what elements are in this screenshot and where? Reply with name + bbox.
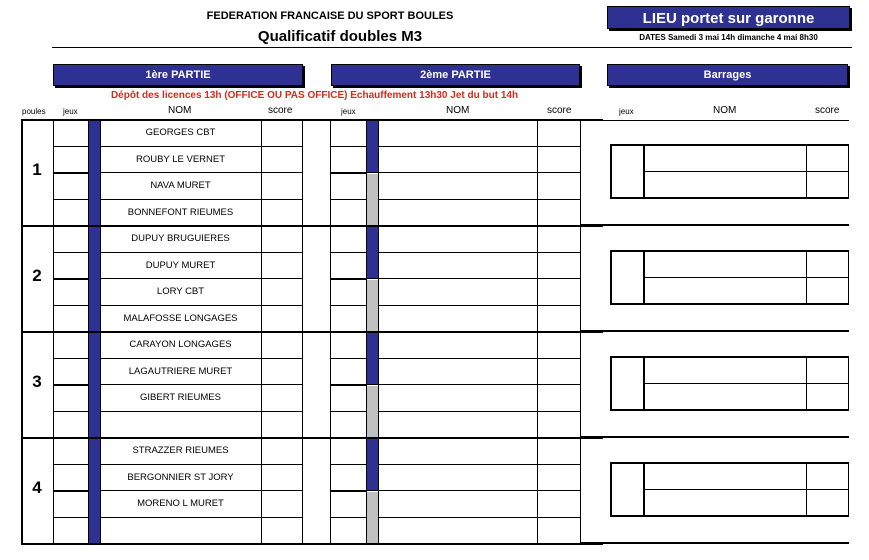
row-separator-second xyxy=(331,490,581,491)
poule-number: 1 xyxy=(32,160,42,179)
jeux-separator-second xyxy=(331,278,367,280)
jeux-separator-first xyxy=(53,490,89,492)
team-name: DUPUY MURET xyxy=(145,260,216,271)
col-jeux-barrages: jeux xyxy=(619,107,634,116)
team-name: MORENO L MURET xyxy=(137,498,224,509)
notice-text: Dépôt des licences 13h (OFFICE OU PAS OFFICE) Echauffement 13h30 Jet du but 14h xyxy=(110,90,519,101)
barrage-box-bottom xyxy=(610,303,849,305)
jeux-separator-first xyxy=(53,172,89,174)
lieu-banner: LIEU portet sur garonne xyxy=(607,6,850,29)
barrage-box-left xyxy=(610,462,612,517)
col-poules: poules xyxy=(22,107,46,116)
barrage-box-left xyxy=(610,144,612,199)
second-part-header: 2ème PARTIE xyxy=(331,64,580,86)
barrage-box-bottom xyxy=(610,197,849,199)
barrages-header: Barrages xyxy=(607,64,848,86)
team-name xyxy=(101,518,260,544)
team-name: BERGONNIER ST JORY xyxy=(127,472,234,483)
team-name: BONNEFONT RIEUMES xyxy=(127,207,234,218)
barrage-box-mid xyxy=(645,383,849,384)
team-name: GIBERT RIEUMES xyxy=(140,392,221,403)
col-nom-2: NOM xyxy=(446,105,470,116)
team-name: CARAYON LONGAGES xyxy=(129,339,232,350)
grey-strip-second xyxy=(367,386,378,437)
row-separator-second xyxy=(331,384,581,385)
blue-strip-first xyxy=(89,439,100,543)
grey-strip-second xyxy=(367,492,378,543)
team-name: NAVA MURET xyxy=(150,180,211,191)
blue-strip-second xyxy=(367,439,378,490)
barrage-box-bottom xyxy=(610,409,849,411)
dates-text: DATES Samedi 3 mai 14h dimanche 4 mai 8h30 xyxy=(639,33,818,42)
barrage-box-top xyxy=(610,462,849,464)
barrage-box-top xyxy=(610,144,849,146)
col-jeux-1: jeux xyxy=(63,107,78,116)
barrage-box-mid xyxy=(645,277,849,278)
jeux-separator-first xyxy=(53,384,89,386)
poule-number: 3 xyxy=(32,372,42,391)
row-separator-second xyxy=(331,172,581,173)
barrages-separator xyxy=(580,542,849,544)
team-name: ROUBY LE VERNET xyxy=(135,154,226,165)
poule-number: 2 xyxy=(32,266,42,285)
blue-strip-first xyxy=(89,227,100,331)
blue-strip-second xyxy=(367,121,378,172)
barrage-box-top xyxy=(610,356,849,358)
team-name xyxy=(101,412,260,438)
grid-bottom-border xyxy=(21,543,603,545)
col-nom-1: NOM xyxy=(168,105,192,116)
blue-strip-first xyxy=(89,121,100,225)
barrages-separator xyxy=(580,436,849,438)
barrages-separator xyxy=(580,330,849,332)
blue-strip-second xyxy=(367,333,378,384)
page-title: Qualificatif doubles M3 xyxy=(257,28,423,45)
barrage-box-mid xyxy=(645,171,849,172)
team-name: DUPUY BRUGUIERES xyxy=(131,233,230,244)
barrage-box-top xyxy=(610,250,849,252)
blue-strip-second xyxy=(367,227,378,278)
jeux-separator-second xyxy=(331,172,367,174)
team-name: LORY CBT xyxy=(156,286,205,297)
grey-strip-second xyxy=(367,280,378,331)
col-jeux-2: jeux xyxy=(341,107,356,116)
poule-number: 4 xyxy=(32,478,42,497)
col-score-1: score xyxy=(268,105,293,116)
team-name: MALAFOSSE LONGAGES xyxy=(123,313,238,324)
jeux-separator-second xyxy=(331,490,367,492)
barrages-top-line xyxy=(580,120,849,121)
barrages-separator xyxy=(580,224,849,226)
col-score-barrages: score xyxy=(815,105,840,116)
jeux-separator-first xyxy=(53,278,89,280)
jeux-separator-second xyxy=(331,384,367,386)
barrage-box-mid xyxy=(645,489,849,490)
row-separator-second xyxy=(331,278,581,279)
col-nom-barrages: NOM xyxy=(713,105,737,116)
header-rule xyxy=(52,47,852,48)
team-name: LAGAUTRIERE MURET xyxy=(128,366,233,377)
team-name: GEORGES CBT xyxy=(145,127,216,138)
team-name: STRAZZER RIEUMES xyxy=(132,445,229,456)
barrage-box-left xyxy=(610,250,612,305)
barrage-box-bottom xyxy=(610,515,849,517)
col-score-2: score xyxy=(547,105,572,116)
blue-strip-first xyxy=(89,333,100,437)
grey-strip-second xyxy=(367,174,378,225)
first-part-header: 1ère PARTIE xyxy=(53,64,303,86)
barrage-box-left xyxy=(610,356,612,411)
federation-name: FEDERATION FRANCAISE DU SPORT BOULES xyxy=(206,10,454,22)
